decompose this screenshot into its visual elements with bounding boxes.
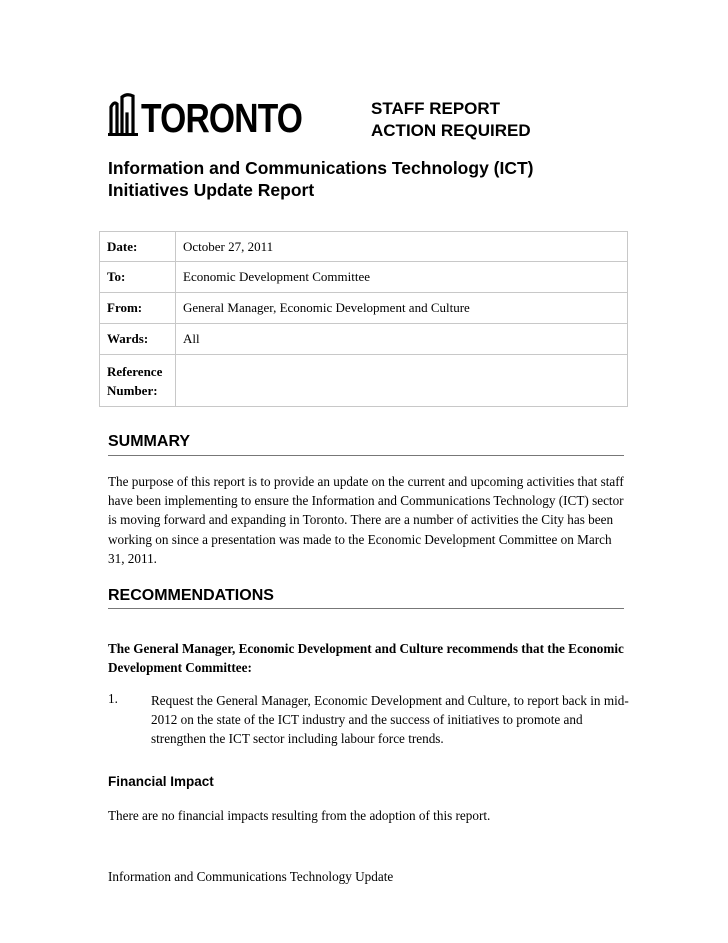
reference-number-value: [176, 355, 628, 407]
financial-impact-heading: Financial Impact: [108, 774, 214, 789]
report-title-line1: Information and Communications Technology (ICT): [108, 158, 534, 178]
report-info-table: [99, 231, 628, 407]
toronto-city-hall-logo-icon: [108, 92, 138, 136]
page-footer: Information and Communications Technology Update: [108, 869, 394, 884]
from-label: From:: [100, 293, 176, 324]
to-value: Economic Development Committee: [176, 262, 628, 293]
table-row: [100, 232, 628, 262]
report-title: [108, 157, 628, 201]
report-title-line2: Initiatives Update Report: [108, 180, 315, 200]
date-value: October 27, 2011: [176, 232, 628, 262]
report-type-line1: STAFF REPORT: [371, 99, 501, 118]
to-label: To:: [100, 262, 176, 293]
wards-label: Wards:: [100, 324, 176, 355]
table-row: [100, 355, 628, 407]
summary-heading: SUMMARY: [108, 433, 191, 450]
logo-wordmark: TORONTO: [141, 95, 303, 141]
table-row: [100, 324, 628, 355]
reference-label-line2: Number:: [107, 382, 158, 398]
summary-divider: [108, 455, 624, 456]
table-row: [100, 262, 628, 293]
financial-impact-text: There are no financial impacts resulting from the adoption of this report.: [108, 808, 491, 823]
report-type-line2: ACTION REQUIRED: [371, 121, 531, 140]
recommendation-text: Request the General Manager, Economic Development and Culture, to report back in mid-2012 on the state of the ICT industry and the success of initiatives to promote and strengthen the ICT sector including labour force trends.: [151, 693, 629, 747]
reference-label-line1: Reference: [107, 363, 163, 379]
reference-number-label: [100, 355, 176, 407]
date-label: Date:: [100, 232, 176, 262]
wards-value: All: [176, 324, 628, 355]
report-type: [371, 98, 531, 142]
recommendations-divider: [108, 608, 624, 609]
from-value: General Manager, Economic Development and Culture: [176, 293, 628, 324]
recommendations-heading: RECOMMENDATIONS: [108, 587, 274, 604]
recommendations-intro: The General Manager, Economic Development and Culture recommends that the Economic Development Committee:: [108, 641, 624, 676]
recommendation-number: 1.: [108, 691, 118, 706]
summary-text: The purpose of this report is to provide an update on the current and upcoming activities that staff have been implementing to ensure the Information and Communications Technology (ICT) sector is moving forward and expanding in Toronto. There are a number of activities the City has been working on since a presentation was made to the Economic Development Committee on March 31, 2011.: [108, 474, 624, 566]
table-row: [100, 293, 628, 324]
